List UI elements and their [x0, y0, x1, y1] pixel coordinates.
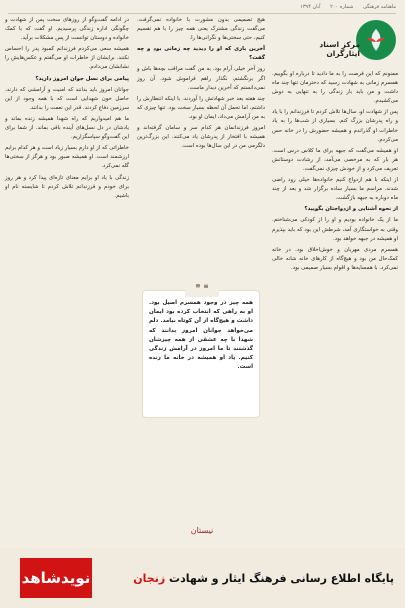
quote-mark-icon: ❝ ❞: [185, 285, 219, 297]
interview-question: از نحوه آشنایی و ازدواجتان بگویید؟: [304, 206, 398, 213]
header-item: آبان ۱۳۹۴: [300, 4, 321, 10]
paragraph: همیشه سعی می‌کردم فرزندانم کمبود پدر را احساس نکنند. برایشان از خاطرات او می‌گفتم و عکس‌هایش را نشانشان می‌دادم.: [5, 46, 129, 71]
dove-tulip-icon: [356, 20, 396, 60]
paragraph: زندگی با یاد او برایم معنای تازه‌ای پیدا کرد و هر روز برای خودم و فرزندانم تلاش کردم تا شایسته نام او باشیم.: [5, 174, 129, 199]
paragraph: همسرم مردی مهربان و خوش‌اخلاق بود. در خانه کمک‌حال من بود و هیچ‌گاه از کارهای خانه شانه خالی نمی‌کرد. با همسایه‌ها و اقوام بسیار صمیمی بود.: [272, 246, 398, 271]
header-item: شماره ۲۰۰: [330, 4, 354, 10]
paragraph: ممنونم که این فرصت را به ما دادید تا درباره او بگوییم. همسرم زمانی به شهادت رسید که دخترمان تنها چند ماه داشت و من باید بار زندگی را به تنهایی به دوش می‌کشیدم.: [272, 71, 398, 105]
interview-question: آخرین باری که او را دیدید چه زمانی بود و چه گفت؟: [137, 46, 265, 62]
paragraph: امروز فرزندانمان هر کدام سر و سامان گرفته‌اند و همیشه با افتخار از پدرشان یاد می‌کنند. این بزرگ‌ترین دلگرمی من در این سال‌ها بوده است.: [137, 125, 265, 150]
header-item: ماهنامه فرهنگی: [362, 4, 396, 10]
pull-quote-text: همه چیز در وجود همسرم اصیل بود. او به راهی که انتخاب کرده بود ایمان داشت و هیچ‌گاه از آن کوتاه نیامد. دلم می‌خواهد جوانان امروز بدانند که شهدا با چه عشقی از همه چیزشان گذشتند تا ما امروز در آرامش زندگی کنیم. یاد او همیشه در خانه ما زنده است.: [149, 300, 253, 371]
paragraph: ما از یک خانواده بودیم و او را از کودکی می‌شناختم. وقتی به خواستگاری آمد، شرطش این بود که باید بپذیرم او همیشه در جبهه خواهد بود.: [272, 217, 398, 242]
paragraph: او همیشه می‌گفت که جبهه برای ما کلاس درس است. هر بار که به مرخصی می‌آمد، از رشادت دوستانش تعریف می‌کرد و از خودش چیزی نمی‌گفت.: [272, 147, 398, 172]
site-footer-banner: [0, 552, 405, 608]
article-column-right: [272, 70, 398, 536]
paragraph: پس از شهادت او، سال‌ها تلاش کردم تا فرزندانم را با یاد و راه پدرشان بزرگ کنم. بسیاری از شب‌ها را به یاد خاطرات او گذراندم و همیشه حضورش را در خانه حس می‌کردم.: [272, 109, 398, 143]
navideshahed-badge: نویدشاهد: [20, 558, 92, 598]
archive-logo: [298, 18, 398, 66]
article-column-left: [5, 16, 129, 536]
paragraph: جوانان امروز باید بدانند که امنیت و آرامشی که دارند، حاصل خون شهدایی است که با همه وجود از این سرزمین دفاع کردند. قدر این نعمت را بدانند.: [5, 86, 129, 111]
paragraph: ما هم امیدواریم که راه شهدا همیشه زنده بماند و یادشان در دل نسل‌های آینده باقی بماند. از شما برای این گفت‌وگو سپاسگزاریم.: [5, 115, 129, 141]
paragraph: روز آخر خیلی آرام بود. به من گفت مراقب بچه‌ها باش و اگر برنگشتم، نگذار راهم فراموش شود. آن روز نمی‌دانستم که آخرین دیدار ماست.: [137, 66, 265, 91]
paragraph: از اینکه با هم ازدواج کنیم خانواده‌ها خیلی زود راضی شدند. مراسم ما بسیار ساده برگزار شد و بعد از چند ماه دوباره به جبهه بازگشت.: [272, 177, 398, 202]
paragraph: در ادامه گفت‌وگو از روزهای سخت پس از شهادت و چگونگی اداره زندگی پرسیدیم. او گفت که با کمک خانواده و دوستان توانست از پس مشکلات برآید.: [5, 17, 129, 42]
footer-province: زنجان: [133, 572, 166, 585]
page-header: [8, 4, 396, 14]
pull-quote: [142, 284, 260, 418]
magazine-mark: نیستان: [190, 526, 214, 535]
article-column-middle: [137, 16, 265, 536]
logo-text: مرکز اسناد ایثارگران: [319, 40, 360, 58]
paragraph: هیچ تصمیمی بدون مشورت با خانواده نمی‌گرفت. می‌گفت زندگی مشترک یعنی همه چیز را با هم تقسیم کنیم، حتی سختی‌ها و نگرانی‌ها را.: [137, 17, 265, 42]
footer-title-text: پایگاه اطلاع رسانی فرهنگ ایثار و شهادت: [169, 572, 394, 585]
footer-title: [98, 566, 394, 592]
paragraph: چند هفته بعد خبر شهادتش را آوردند. با اینکه انتظارش را داشتم، اما تحمل آن لحظه بسیار سخت بود. تنها چیزی که به من آرامش می‌داد، ایمان او بود.: [137, 95, 265, 120]
paragraph: خاطراتی که از او دارم بسیار زیاد است و هر کدام برایم ارزشمند است. او همیشه صبور بود و هرگز از سختی‌ها گله نمی‌کرد.: [5, 145, 129, 170]
interview-question: پیامی برای نسل جوان امروز دارید؟: [35, 75, 129, 82]
